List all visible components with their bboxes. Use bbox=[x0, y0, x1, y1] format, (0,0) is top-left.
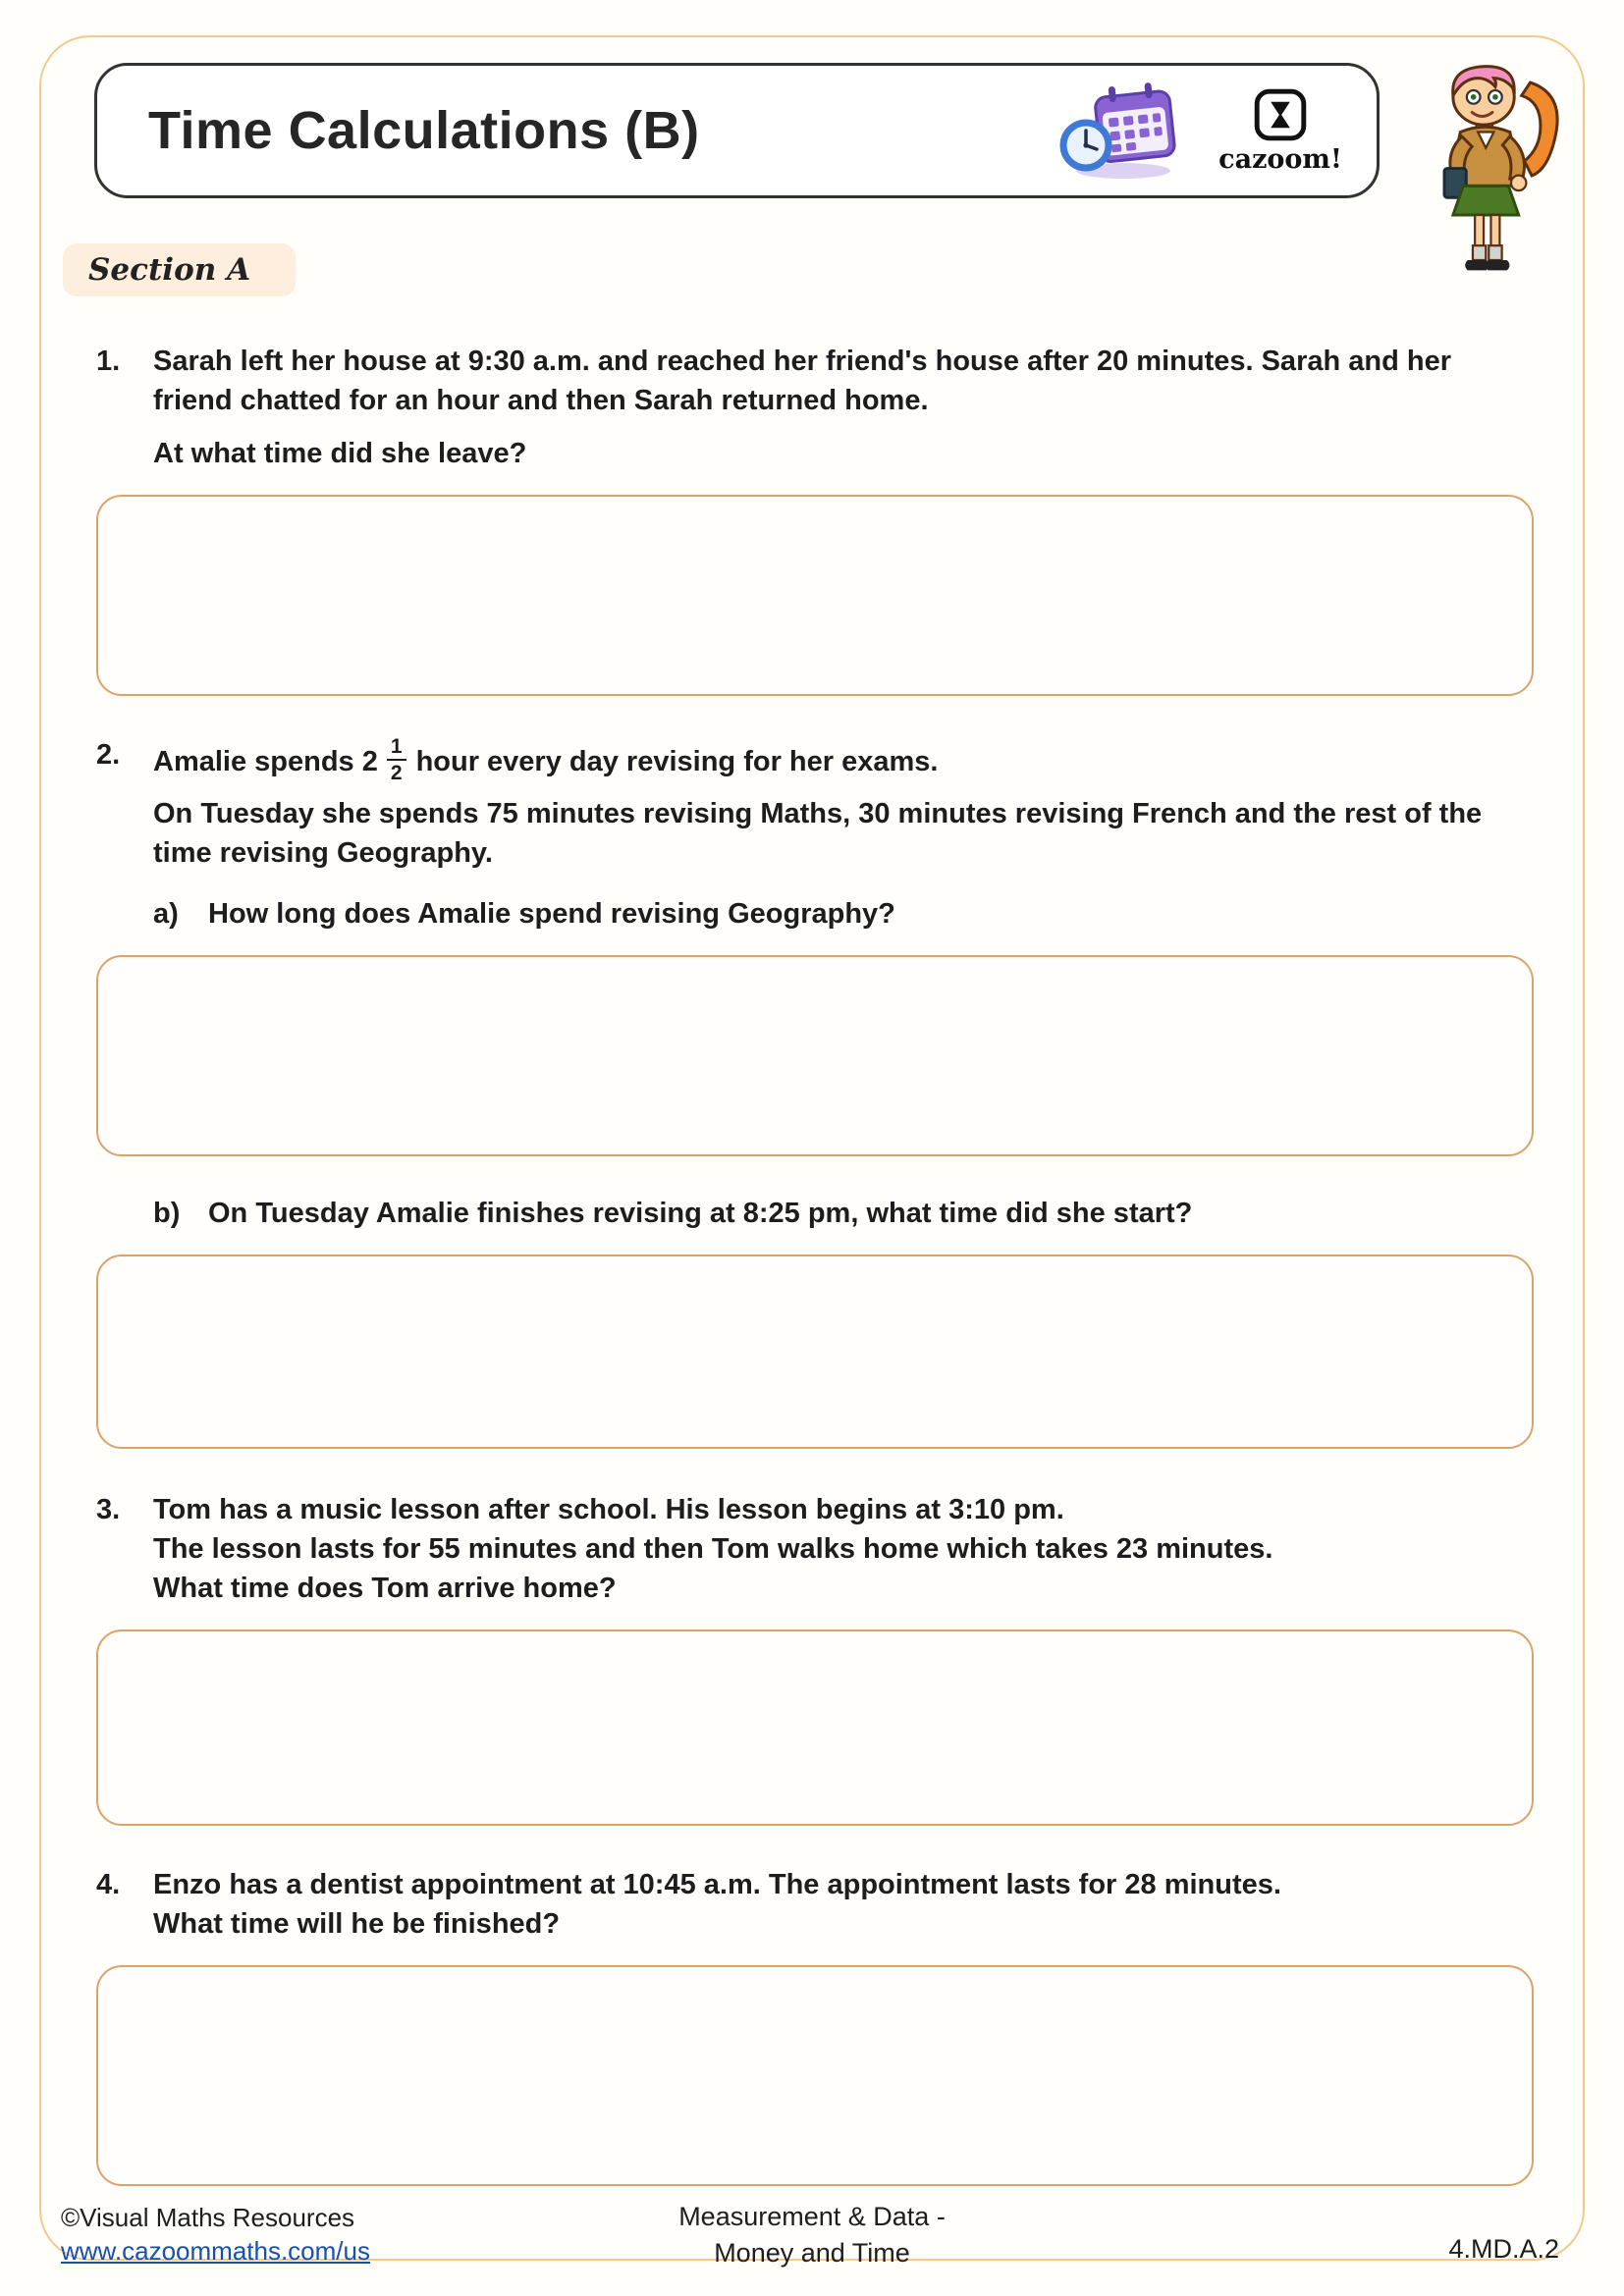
fraction-numerator: 1 bbox=[387, 735, 406, 761]
title-box bbox=[94, 63, 1380, 198]
part-text: How long does Amalie spend revising Geography? bbox=[208, 898, 895, 931]
hourglass-icon bbox=[1253, 87, 1308, 142]
part-label: a) bbox=[153, 898, 179, 931]
question-text-line: Enzo has a dentist appointment at 10:45 a.m. The appointment lasts for 28 minutes. bbox=[153, 1869, 1281, 1901]
question-prompt: At what time did she leave? bbox=[153, 438, 527, 470]
question-text: Sarah left her house at 9:30 a.m. and reached her friend's house after 20 minutes. Sarah and her friend chatted for an hour and then Sarah returned home. bbox=[153, 346, 1451, 417]
section-label bbox=[63, 243, 296, 296]
question-text-detail: On Tuesday she spends 75 minutes revising Maths, 30 minutes revising French and the rest of the time revising Geography. bbox=[153, 798, 1483, 870]
answer-box-q1 bbox=[96, 495, 1534, 696]
cazoom-logo bbox=[1218, 87, 1342, 175]
question-list bbox=[61, 342, 1563, 2186]
question-text-line: Tom has a music lesson after school. His lesson begins at 3:10 pm. bbox=[153, 1494, 1064, 1526]
answer-box-q3 bbox=[96, 1629, 1534, 1826]
question-number: 1. bbox=[96, 346, 121, 377]
standard-code: 4.MD.A.2 bbox=[1448, 2234, 1559, 2264]
question-number: 3. bbox=[96, 1494, 121, 1526]
copyright-text: ©Visual Maths Resources bbox=[61, 2203, 355, 2233]
intro-post: hour every day revising for her exams. bbox=[415, 745, 939, 777]
question-part-a bbox=[153, 894, 1506, 934]
question-4 bbox=[96, 1865, 1563, 2186]
header-icons bbox=[1056, 80, 1342, 181]
question-number: 4. bbox=[96, 1869, 121, 1901]
section-label-text: Section A bbox=[88, 252, 251, 288]
question-3 bbox=[96, 1490, 1563, 1826]
question-number: 2. bbox=[96, 739, 121, 772]
part-text: On Tuesday Amalie finishes revising at 8:25 pm, what time did she start? bbox=[208, 1198, 1193, 1230]
mascot-girl-illustration bbox=[1402, 55, 1577, 291]
fraction-denominator: 2 bbox=[390, 762, 403, 785]
question-text-intro bbox=[153, 735, 1506, 790]
question-2 bbox=[96, 735, 1563, 1449]
fraction-one-half bbox=[387, 735, 406, 784]
intro-pre: Amalie spends 2 bbox=[153, 745, 378, 777]
worksheet-header bbox=[61, 63, 1563, 198]
worksheet-page bbox=[61, 49, 1563, 2270]
answer-box-q2a bbox=[96, 955, 1534, 1156]
worksheet-footer bbox=[61, 2200, 1563, 2270]
question-text-line: What time will he be finished? bbox=[153, 1908, 561, 1941]
question-text-line: The lesson lasts for 55 minutes and then Tom walks home which takes 23 minutes. bbox=[153, 1533, 1273, 1566]
question-part-b bbox=[96, 1194, 1563, 1233]
cazoom-logo-text: cazoom! bbox=[1218, 143, 1342, 175]
answer-box-q2b bbox=[96, 1255, 1534, 1449]
calendar-clock-icon bbox=[1056, 80, 1182, 181]
question-text-line: What time does Tom arrive home? bbox=[153, 1573, 617, 1605]
topic-line-1: Measurement & Data - bbox=[678, 2202, 946, 2232]
page-title: Time Calculations (B) bbox=[148, 101, 700, 160]
topic-line-2: Money and Time bbox=[714, 2237, 910, 2268]
answer-box-q4 bbox=[96, 1965, 1534, 2186]
website-link[interactable]: www.cazoommaths.com/us bbox=[61, 2236, 370, 2267]
footer-attribution bbox=[61, 2202, 370, 2269]
part-spacer bbox=[96, 1194, 153, 1233]
part-label: b) bbox=[153, 1198, 181, 1230]
footer-topic bbox=[678, 2199, 946, 2270]
question-1 bbox=[96, 342, 1563, 696]
